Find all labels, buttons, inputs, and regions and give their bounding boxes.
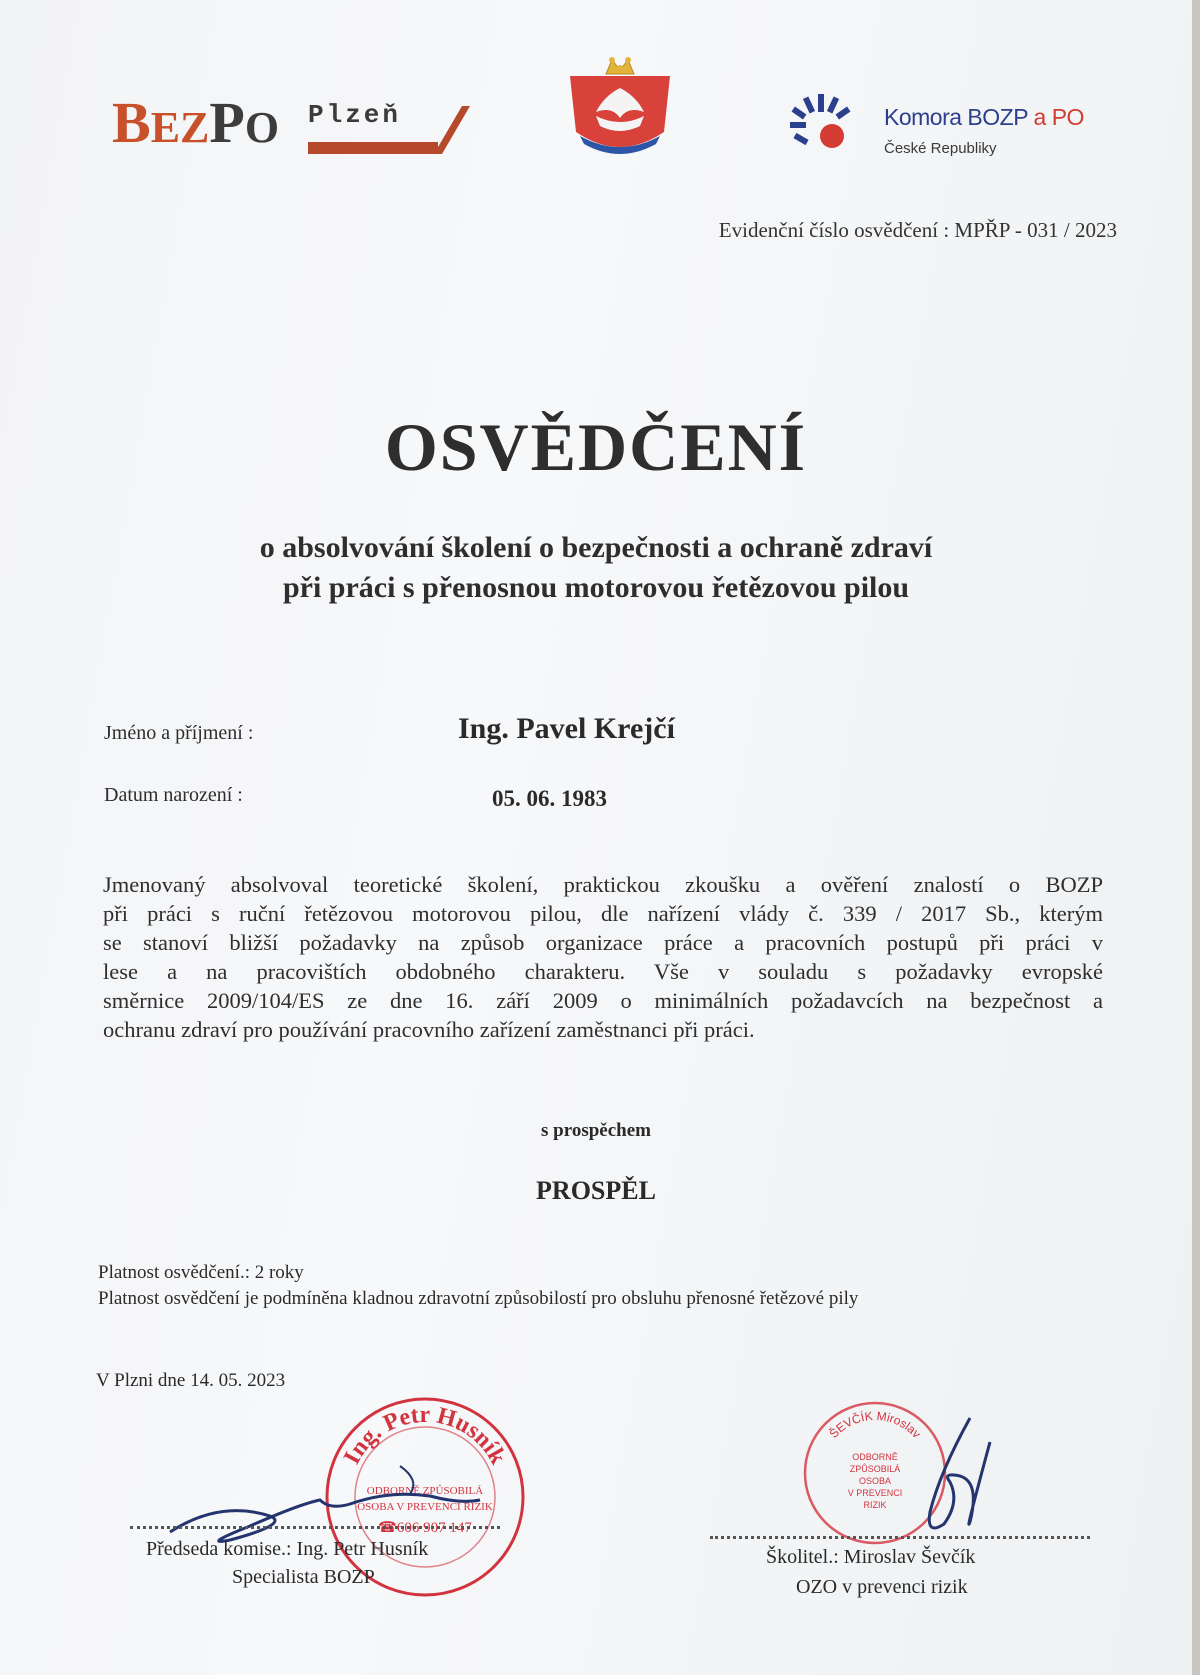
stamp-phone: ☎606 907 147: [378, 1520, 472, 1536]
stamp-text: OSOBA V PREVENCI RIZIK: [357, 1501, 493, 1513]
subtitle-line: o absolvování školení o bezpečnosti a ochraně zdraví: [259, 531, 933, 564]
validity-period: Platnost osvědčení.: 2 roky: [98, 1262, 304, 1283]
chairman-role: Specialista BOZP: [232, 1566, 375, 1588]
place-date: V Plzni dne 14. 05. 2023: [96, 1370, 286, 1391]
trainer-signature-label: Školitel.: Miroslav Ševčík: [766, 1546, 976, 1568]
stamp-name-text: Ing. Petr Husník: [338, 1401, 511, 1469]
body-line: lese a na pracovištích obdobného charakteru. Vše v souladu s požadavky evropské: [103, 959, 1103, 984]
chairman-signature-label: Předseda komise.: Ing. Petr Husník: [146, 1538, 429, 1560]
stamp-name-text: ŠEVČÍK Miroslav: [826, 1408, 924, 1441]
bezpo-slash-icon: [432, 104, 472, 156]
bezpo-city: Plzeň: [308, 100, 402, 130]
stamp-text: OSOBA: [858, 1476, 892, 1486]
stamp-text: V PREVENCI: [847, 1488, 903, 1498]
bezpo-bar: [308, 142, 438, 154]
trainer-role: OZO v prevenci rizik: [796, 1576, 968, 1598]
body-line: při práci s ruční řetězovou motorovou pilou, dle nařízení vlády č. 339 / 2017 Sb., kterým: [103, 901, 1103, 926]
right-signature: [900, 1412, 1000, 1542]
left-signature-line: [130, 1526, 500, 1529]
dob-value: 05. 06. 1983: [492, 786, 607, 811]
stamp-text: ODBORNĚ: [852, 1452, 898, 1462]
body-line: Jmenovaný absolvoval teoretické školení, praktickou zkoušku a ověření znalostí o BOZP: [103, 872, 1103, 897]
result-label: s prospěchem: [541, 1120, 651, 1141]
komora-subtitle: České Republiky: [884, 140, 997, 157]
certificate-body: [103, 870, 1103, 1044]
komora-title: Komora BOZP a PO: [884, 104, 1084, 130]
certificate-subtitle: [0, 528, 1192, 608]
regional-crest-icon: [566, 54, 674, 166]
bezpo-logo: [112, 90, 452, 164]
right-signature-line: [710, 1536, 1090, 1539]
stamp-text: ZPŮSOBILÁ: [849, 1464, 901, 1474]
body-line: směrnice 2009/104/ES ze dne 16. září 2009 o minimálních požadavcích na bezpečnost a: [103, 988, 1103, 1013]
body-line: ochranu zdraví pro používání pracovního zařízení zaměstnanci při práci.: [103, 1017, 755, 1042]
body-line: se stanoví bližší požadavky na způsob organizace práce a pracovních postupů při práci v: [103, 930, 1103, 955]
name-value: Ing. Pavel Krejčí: [458, 712, 675, 745]
komora-logo: [788, 92, 1088, 162]
stamp-text: ODBORNĚ ZPŮSOBILÁ: [366, 1485, 484, 1497]
subtitle-line: při práci s přenosnou motorovou řetězovou pilou: [282, 571, 910, 604]
bezpo-wordmark: BEZPO: [112, 90, 280, 155]
result-value: PROSPĚL: [536, 1176, 656, 1205]
dob-label: Datum narození :: [104, 784, 243, 806]
evidence-number: Evidenční číslo osvědčení : MPŘP - 031 / 2023: [718, 218, 1117, 242]
validity-condition: Platnost osvědčení je podmíněna kladnou zdravotní způsobilostí pro obsluhu přenosné řetězové pily: [98, 1288, 859, 1309]
komora-sunburst-icon: [788, 92, 854, 158]
certificate-title: OSVĚDČENÍ: [384, 409, 808, 485]
stamp-text: RIZIK: [863, 1500, 887, 1510]
left-signature: [160, 1460, 510, 1550]
name-label: Jméno a příjmení :: [104, 722, 254, 744]
